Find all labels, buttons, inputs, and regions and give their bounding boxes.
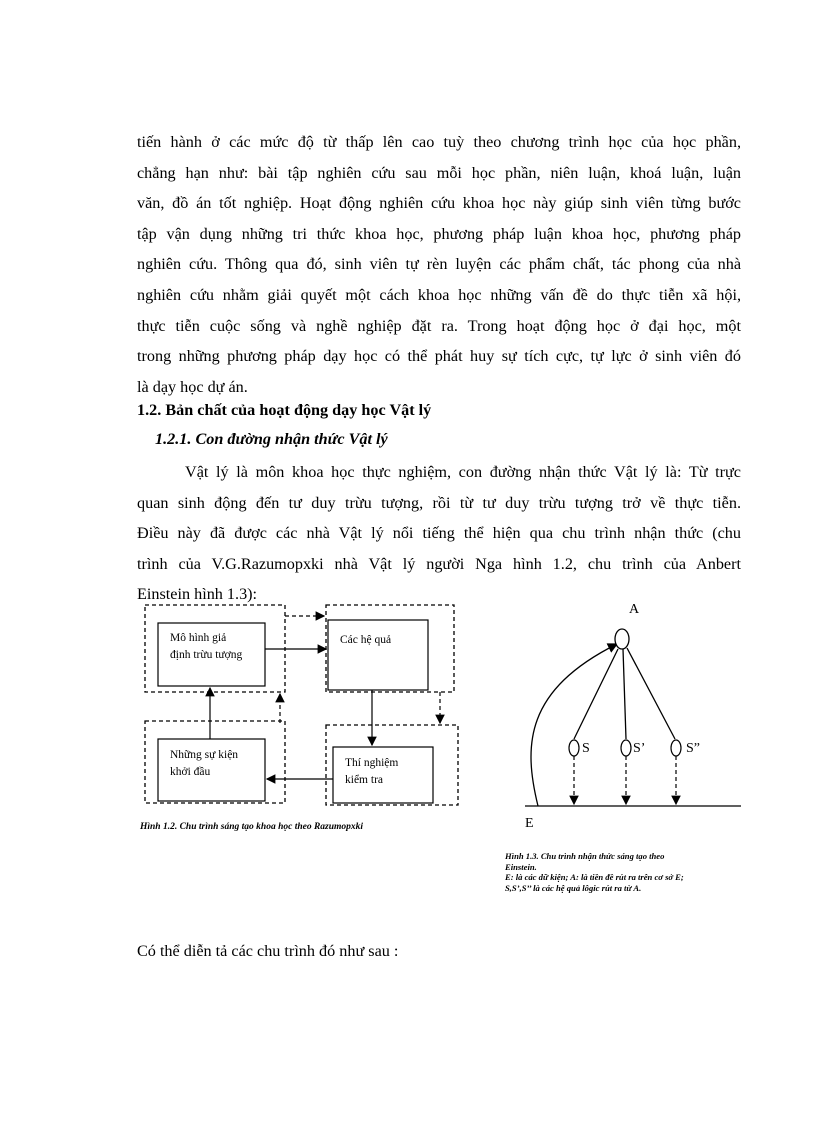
paragraph-physics-cognition [137,457,741,610]
node-a [615,629,629,649]
paragraph-line: tiến hành ở các mức độ từ thấp lên cao tuỳ theo chương trình học của học phần, [137,133,741,151]
paragraph-line: Einstein hình 1.3): [137,585,258,604]
caption-line: Einstein. [505,861,537,872]
paragraph-research-activity [137,127,741,402]
caption-line: E: là các dữ kiện; A: là tiền đề rút ra trên cơ sở E; [505,872,684,882]
razumopxki-cycle-diagram [140,603,460,828]
experiment-box-label: kiểm tra [345,774,383,786]
line-a-to-s-prime [623,649,626,739]
model-box-label: Mô hình giả [170,632,227,644]
label-e: E [525,816,534,831]
closing-line: Có thể diễn tả các chu trình đó như sau : [137,942,399,960]
line-a-to-s-double-prime [627,648,675,739]
paragraph-line: chẳng hạn như: bài tập nghiên cứu sau mỗi học phần, niên luận, khoá luận, luận [137,163,741,182]
paragraph-line: trình của V.G.Razumopxki nhà Vật lý người Nga hình 1.2, chu trình của Anbert [137,554,741,573]
label-s-prime: S’ [633,741,646,756]
paragraph-line: văn, đồ án tốt nghiệp. Hoạt động nghiên cứu khoa học này giúp sinh viên từng bước [137,194,741,213]
paragraph-line: trong những phương pháp dạy học có thể phát huy sự tích cực, tự lực ở sinh viên đó [137,347,741,366]
node-s-prime [621,740,631,756]
subsection-heading: 1.2.1. Con đường nhận thức Vật lý [155,430,388,448]
caption-line: S,S’,S’’ là các hệ quả lôgic rút ra từ A. [505,882,642,893]
events-box-label: Những sự kiện [170,749,239,761]
figure-caption-1-3 [505,851,745,893]
arrow-e-to-a [531,644,617,806]
paragraph-line: nghiên cứu. Thông qua đó, sinh viên tự rèn luyện các phẩm chất, tác phong của nhà [137,255,741,274]
caption-line: Hình 1.3. Chu trình nhận thức sáng tạo theo [505,851,665,861]
paragraph-line: là dạy học dự án. [137,377,248,396]
experiment-box-label: Thí nghiệm [345,757,399,769]
figure-caption-1-2: Hình 1.2. Chu trình sáng tạo khoa học theo Razumopxki [140,822,364,832]
label-s: S [582,741,590,756]
label-a: A [629,602,640,617]
paragraph-line: Vật lý là môn khoa học thực nghiệm, con đường nhận thức Vật lý là: Từ trực [185,463,741,481]
paragraph-line: Điều này đã được các nhà Vật lý nổi tiếng thể hiện qua chu trình nhận thức (chu [137,524,741,543]
consequences-box-label: Các hệ quả [340,634,392,646]
paragraph-line: thực tiễn cuộc sống và nghề nghiệp đặt ra. Trong hoạt động học ở đại học, một [137,316,741,335]
model-box-label: định trừu tượng [170,649,243,661]
paragraph-line: nghiên cứu nhằm giải quyết một cách khoa học những vấn đề do thực tiễn xã hội, [137,285,741,304]
paragraph-line: quan sinh động đến tư duy trừu tượng, rồi từ tư duy trừu tượng trở về thực tiễn. [137,493,741,512]
consequences-box [328,620,428,690]
events-box-label: khởi đầu [170,766,211,778]
label-s-double-prime: S” [686,741,700,756]
node-s [569,740,579,756]
paragraph-line: tập vận dụng những tri thức khoa học, phương pháp luận khoa học, phương pháp [137,224,741,243]
section-heading: 1.2. Bản chất của hoạt động dạy học Vật lý [137,401,432,419]
node-s-double-prime [671,740,681,756]
line-a-to-s [574,649,618,739]
